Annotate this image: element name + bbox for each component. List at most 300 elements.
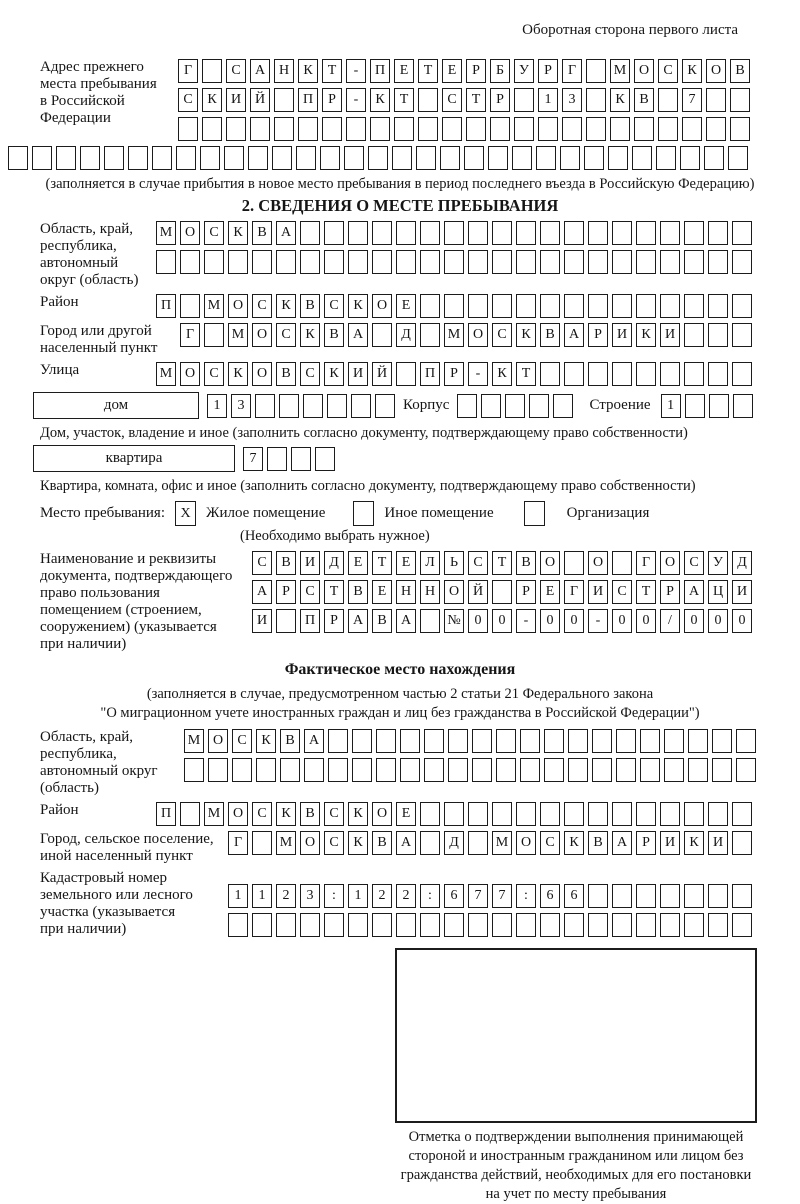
char-cell: И [612,323,632,347]
char-cell [56,146,76,170]
char-cell: С [204,221,224,245]
text-line: при наличии) [40,636,127,652]
char-cell [418,117,438,141]
char-cell: К [202,88,222,112]
char-cell [636,884,656,908]
char-cell: С [178,88,198,112]
char-cell: О [634,59,654,83]
char-cell [730,88,750,112]
char-cell [540,362,560,386]
doc-row-2 [252,580,752,604]
char-cell: В [730,59,750,83]
char-cell: К [370,88,390,112]
char-cell [392,146,412,170]
char-cell [444,294,464,318]
char-cell [708,250,728,274]
char-cell [538,117,558,141]
text-line: стороной и иностранным гражданином или лицом без [408,1148,744,1164]
char-cell [660,884,680,908]
char-cell: О [252,323,272,347]
char-cell [202,117,222,141]
stay-type-row [0,501,800,526]
char-cell [304,758,324,782]
char-cell: 0 [612,609,632,633]
char-cell [636,221,656,245]
char-cell [424,729,444,753]
cadastre-label [0,870,228,938]
char-cell: Т [466,88,486,112]
char-cell [586,59,606,83]
char-cell: К [610,88,630,112]
char-cell: А [348,323,368,347]
char-cell [420,831,440,855]
fact-city-block [0,831,800,865]
char-cell [512,146,532,170]
char-cell: В [280,729,300,753]
text-line: право пользования [40,585,160,601]
char-cell [520,729,540,753]
char-cell: А [276,221,296,245]
char-cell [372,221,392,245]
char-cell: 2 [396,884,416,908]
char-cell: В [276,362,296,386]
fact-region-rows [184,729,756,782]
char-cell: К [348,831,368,855]
char-cell [376,758,396,782]
char-cell [156,250,176,274]
char-cell: К [276,294,296,318]
char-cell [444,221,464,245]
char-cell [640,758,660,782]
char-cell [612,551,632,575]
char-cell [300,221,320,245]
doc-label [0,551,252,653]
char-cell [488,146,508,170]
char-cell: А [684,580,704,604]
char-cell: 7 [682,88,702,112]
char-cell [612,913,632,937]
char-cell [540,294,560,318]
char-cell: 0 [732,609,752,633]
char-cell [736,758,756,782]
char-cell: П [300,609,320,633]
prev-address-row-1 [178,59,750,83]
char-cell [732,362,752,386]
char-cell: 2 [372,884,392,908]
cadastre-block [0,870,800,938]
char-cell [420,250,440,274]
char-cell [660,250,680,274]
char-cell [564,802,584,826]
text-line: Область, край, [40,729,134,745]
char-cell [684,802,704,826]
char-cell [684,294,704,318]
char-cell [680,146,700,170]
char-cell [709,394,729,418]
checkbox-residential: X [175,501,196,526]
char-cell: Г [564,580,584,604]
char-cell: Г [562,59,582,83]
char-cell [688,729,708,753]
fact-district-row-wrap [0,802,800,826]
char-cell [466,117,486,141]
char-cell: С [300,580,320,604]
char-cell [514,88,534,112]
text-line: "О миграционном учете иностранных граждан и лиц без гражданства в Российской Федерации") [100,705,700,721]
apartment-note: Квартира, комната, офис и иное (заполнить согласно документу, подтверждающему право собственности) [40,478,696,494]
fact-note [0,685,800,723]
char-cell [564,913,584,937]
char-cell: С [252,551,272,575]
region-label [0,221,156,289]
text-line: Город, сельское поселение, [40,831,214,847]
text-line: населенный пункт [40,340,158,356]
char-cell [660,802,680,826]
fact-city-label [0,831,228,865]
char-cell: 7 [243,447,263,471]
char-cell: - [346,59,366,83]
char-cell [496,758,516,782]
char-cell: : [324,884,344,908]
char-cell [708,362,728,386]
char-cell: П [370,59,390,83]
char-cell: К [228,362,248,386]
char-cell [636,250,656,274]
char-cell: В [634,88,654,112]
char-cell [492,580,512,604]
char-cell [732,802,752,826]
char-cell [424,758,444,782]
char-cell: Е [442,59,462,83]
street-label: Улица [40,362,80,378]
char-cell [324,250,344,274]
char-cell [472,758,492,782]
char-cell: У [514,59,534,83]
char-cell: Е [372,580,392,604]
char-cell [706,117,726,141]
char-cell: В [300,294,320,318]
text-line: участка (указывается [40,904,176,920]
char-cell: А [250,59,270,83]
doc-row-1 [252,551,752,575]
char-cell [420,609,440,633]
char-cell [660,362,680,386]
char-cell: Т [324,580,344,604]
char-cell [636,802,656,826]
char-cell: С [442,88,462,112]
char-cell: 6 [540,884,560,908]
fact-title: Фактическое место нахождения [284,661,516,678]
char-cell [708,802,728,826]
doc-row-3 [252,609,752,633]
char-cell [298,117,318,141]
text-line: Отметка о подтверждении выполнения принимающей [408,1129,744,1145]
apartment-box-label: квартира [33,445,235,472]
char-cell: В [324,323,344,347]
char-cell: К [276,802,296,826]
char-cell [564,294,584,318]
char-cell [327,394,347,418]
char-cell [468,802,488,826]
prev-address-note: (заполняется в случае прибытия в новое место пребывания в период последнего въезда в Российскую Федерацию) [45,176,755,192]
char-cell [481,394,501,418]
char-cell [704,146,724,170]
char-cell [80,146,100,170]
char-cell [514,117,534,141]
char-cell [640,729,660,753]
char-cell: Р [276,580,296,604]
char-cell: Д [732,551,752,575]
char-cell: А [396,609,416,633]
char-cell: И [300,551,320,575]
char-cell: К [348,802,368,826]
char-cell [708,294,728,318]
char-cell [208,758,228,782]
char-cell [202,59,222,83]
char-cell: М [492,831,512,855]
char-cell: Т [418,59,438,83]
char-cell: И [226,88,246,112]
char-cell [564,362,584,386]
char-cell [232,758,252,782]
char-cell: Р [636,831,656,855]
char-cell [324,221,344,245]
char-cell [708,323,728,347]
char-cell: П [420,362,440,386]
char-cell [420,323,440,347]
house-note: Дом, участок, владение и иное (заполнить согласно документу, подтверждающему право собственности) [40,425,688,441]
char-cell: А [348,609,368,633]
char-cell [226,117,246,141]
text-line: при наличии) [40,921,127,937]
char-cell: К [636,323,656,347]
char-cell [472,729,492,753]
stay-option-residential-label: Жилое помещение [206,505,326,521]
text-line: республика, [40,746,117,762]
char-cell: Т [636,580,656,604]
char-cell: 0 [684,609,704,633]
char-cell [276,250,296,274]
char-cell: 1 [228,884,248,908]
char-cell: 0 [564,609,584,633]
char-cell: Й [250,88,270,112]
char-cell [252,250,272,274]
char-cell [228,913,248,937]
char-cell [248,146,268,170]
char-cell: К [564,831,584,855]
char-cell [420,221,440,245]
char-cell [280,758,300,782]
char-cell: Р [516,580,536,604]
char-cell [568,758,588,782]
city-block [0,323,800,357]
char-cell [664,758,684,782]
char-cell: Ь [444,551,464,575]
char-cell: С [324,831,344,855]
char-cell: Т [492,551,512,575]
char-cell [416,146,436,170]
char-cell [457,394,477,418]
char-cell: 0 [540,609,560,633]
char-cell: Р [324,609,344,633]
char-cell [564,551,584,575]
char-cell [684,362,704,386]
char-cell [400,758,420,782]
char-cell [612,250,632,274]
region-block [0,221,800,289]
prev-address-row-3 [178,117,750,141]
prev-address-label [0,59,178,127]
char-cell: Е [396,551,416,575]
char-cell [732,884,752,908]
char-cell [291,447,311,471]
char-cell [684,221,704,245]
char-cell: О [540,551,560,575]
char-cell [588,884,608,908]
char-cell: Ц [708,580,728,604]
char-cell [250,117,270,141]
fact-region-row-2 [184,758,756,782]
char-cell: О [660,551,680,575]
char-cell: 1 [661,394,681,418]
district-row-wrap [0,294,800,318]
char-cell: П [156,802,176,826]
fact-region-block [0,729,800,797]
text-line: гражданства действий, необходимых для его постановки [400,1167,752,1183]
char-cell [276,913,296,937]
char-cell [732,913,752,937]
char-cell [536,146,556,170]
char-cell [733,394,753,418]
house-number-cells [207,394,395,418]
char-cell: О [252,362,272,386]
text-line: Кадастровый номер [40,870,167,886]
city-label [0,323,180,357]
char-cell [420,802,440,826]
char-cell [588,221,608,245]
char-cell [586,88,606,112]
char-cell: К [300,323,320,347]
char-cell [568,729,588,753]
cadastre-row-2 [228,913,752,937]
char-cell [180,250,200,274]
fact-region-row-1 [184,729,756,753]
char-cell [636,362,656,386]
char-cell: Г [228,831,248,855]
text-line: (заполняется в случае, предусмотренном частью 2 статьи 21 Федерального закона [146,686,654,702]
char-cell: С [612,580,632,604]
char-cell: : [420,884,440,908]
char-cell: М [156,221,176,245]
char-cell: С [204,362,224,386]
char-cell: О [180,362,200,386]
char-cell: 3 [231,394,251,418]
text-line: в Российской [40,93,125,109]
char-cell [267,447,287,471]
char-cell [540,913,560,937]
char-cell [540,250,560,274]
char-cell: М [204,294,224,318]
char-cell: С [684,551,704,575]
text-line: Федерации [40,110,111,126]
char-cell [520,758,540,782]
house-row [0,392,800,419]
char-cell [586,117,606,141]
char-cell [553,394,573,418]
char-cell: Т [516,362,536,386]
char-cell: Р [444,362,464,386]
char-cell [348,221,368,245]
char-cell [658,88,678,112]
cadastre-row-1 [228,884,752,908]
char-cell [616,758,636,782]
char-cell [396,250,416,274]
char-cell: Д [444,831,464,855]
prev-address-rows [178,59,750,141]
korpus-label: Корпус [403,397,450,413]
char-cell [178,117,198,141]
prev-address-block [0,59,800,141]
char-cell: Г [180,323,200,347]
char-cell: К [682,59,702,83]
char-cell [612,362,632,386]
char-cell [152,146,172,170]
char-cell [688,758,708,782]
char-cell [468,250,488,274]
char-cell [496,729,516,753]
char-cell [468,913,488,937]
char-cell: М [204,802,224,826]
char-cell [592,758,612,782]
district-row [156,294,752,318]
char-cell [300,250,320,274]
char-cell [632,146,652,170]
char-cell: А [396,831,416,855]
char-cell: О [228,802,248,826]
char-cell: Д [396,323,416,347]
char-cell [440,146,460,170]
char-cell [684,323,704,347]
char-cell [588,362,608,386]
char-cell: С [492,323,512,347]
char-cell: С [252,294,272,318]
char-cell: М [184,729,204,753]
char-cell [296,146,316,170]
char-cell [490,117,510,141]
char-cell [204,250,224,274]
char-cell: С [276,323,296,347]
char-cell [516,802,536,826]
char-cell: К [516,323,536,347]
char-cell [706,88,726,112]
char-cell: В [372,609,392,633]
char-cell [468,221,488,245]
char-cell: Т [372,551,392,575]
char-cell [492,802,512,826]
char-cell: - [516,609,536,633]
char-cell [352,729,372,753]
char-cell [255,394,275,418]
char-cell [540,802,560,826]
char-cell [728,146,748,170]
char-cell: П [298,88,318,112]
char-cell: О [372,802,392,826]
city-row [180,323,752,347]
char-cell [564,221,584,245]
char-cell [274,88,294,112]
char-cell [592,729,612,753]
char-cell: К [324,362,344,386]
